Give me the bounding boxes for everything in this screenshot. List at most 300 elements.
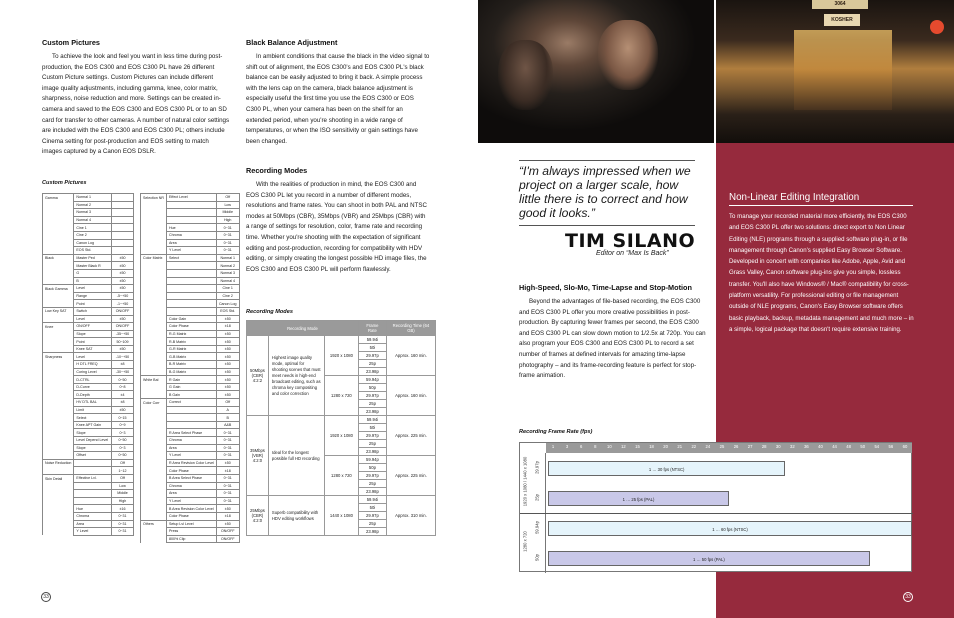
param-value-cell: 0~31 — [112, 528, 134, 536]
x-tick-label: 8 — [594, 444, 597, 449]
param-name-cell: Setup Lvl Level — [166, 520, 216, 528]
param-name-cell — [166, 201, 216, 209]
rec-table-header: Frame Rate — [358, 321, 386, 336]
param-name-cell — [166, 421, 216, 429]
param-name-cell: Chroma — [166, 231, 216, 239]
param-value-cell: 0~31 — [216, 437, 239, 445]
rec-table-row — [247, 336, 436, 344]
black-balance-heading: Black Balance Adjustment — [246, 38, 338, 47]
custom-table-row — [141, 262, 240, 270]
shop-window — [794, 30, 892, 110]
param-group-cell — [43, 383, 74, 391]
x-tick-label: 54 — [874, 444, 880, 449]
param-value-cell: ±50 — [216, 338, 239, 346]
param-group-cell — [141, 224, 167, 232]
rec-desc-cell: Superb compatibility with HDV editing workflows — [268, 496, 324, 536]
param-name-cell — [166, 292, 216, 300]
param-group-cell — [43, 429, 74, 437]
param-name-cell: R Area Revision Color Level — [166, 459, 216, 467]
param-value-cell: 0~31 — [112, 520, 134, 528]
rec-framerate-cell: 50i — [358, 344, 386, 352]
param-value-cell: ±18 — [216, 323, 239, 331]
param-name-cell: H DTL FREQ — [74, 361, 112, 369]
param-name-cell: Offset — [74, 452, 112, 460]
param-name-cell: R-B Matrix — [166, 338, 216, 346]
param-value-cell: 0~3 — [112, 429, 134, 437]
param-group-cell — [141, 209, 167, 217]
param-name-cell: G-R Matrix — [166, 345, 216, 353]
param-group-cell — [43, 497, 74, 505]
param-value-cell: A&B — [216, 421, 239, 429]
rec-framerate-cell: 25p — [358, 400, 386, 408]
param-value-cell: 0~31 — [216, 490, 239, 498]
frame-rate-caption: Recording Frame Rate (fps) — [519, 429, 593, 435]
param-value-cell: -10~+50 — [112, 353, 134, 361]
custom-table-row — [141, 383, 240, 391]
custom-table-row — [43, 277, 134, 285]
param-name-cell — [74, 497, 112, 505]
param-value-cell: ±50 — [216, 353, 239, 361]
param-value-cell: -35~+50 — [112, 330, 134, 338]
param-name-cell: Level — [74, 285, 112, 293]
param-group-cell: Skin Detail — [43, 474, 74, 482]
param-group-cell: Black Gamma — [43, 285, 74, 293]
param-name-cell: Slope — [74, 444, 112, 452]
custom-table-row — [43, 368, 134, 376]
param-value-cell: ON/OFF — [112, 307, 134, 315]
custom-table-row — [141, 345, 240, 353]
custom-table-row — [43, 307, 134, 315]
custom-table-row — [141, 414, 240, 422]
portrait-photo — [478, 0, 714, 143]
param-value-cell: 50~109 — [112, 338, 134, 346]
chart-row-label: 25p — [534, 494, 540, 501]
rec-framerate-cell: 25p — [358, 360, 386, 368]
param-name-cell: Normal 3 — [74, 209, 112, 217]
custom-table-b-wrap — [140, 193, 237, 543]
custom-table-row — [43, 209, 134, 217]
rec-framerate-cell: 59.94i — [358, 416, 386, 424]
custom-table-row — [43, 315, 134, 323]
x-tick-label: 44 — [832, 444, 837, 449]
param-name-cell — [74, 467, 112, 475]
param-value-cell: 0~31 — [216, 239, 239, 247]
param-group-cell — [43, 528, 74, 536]
param-group-cell — [43, 224, 74, 232]
param-group-cell — [141, 429, 167, 437]
custom-table-row — [141, 406, 240, 414]
custom-table-row — [43, 376, 134, 384]
param-group-cell: White Bal — [141, 376, 167, 384]
custom-table-row — [141, 254, 240, 262]
custom-table-row — [141, 307, 240, 315]
param-value-cell: 0~31 — [216, 247, 239, 255]
chart-bar: 1 … 25 fps (PAL) — [548, 491, 729, 506]
param-group-cell — [43, 216, 74, 224]
param-name-cell: G — [74, 269, 112, 277]
param-group-cell — [43, 201, 74, 209]
page-number-right: 33 — [903, 592, 913, 602]
custom-table-row — [43, 262, 134, 270]
rec-time-cell: Approx. 160 min. — [386, 336, 435, 376]
param-name-cell: Point — [74, 300, 112, 308]
param-group-cell — [141, 353, 167, 361]
page-number-left: 33 — [41, 592, 51, 602]
custom-table-row — [43, 231, 134, 239]
custom-table-row — [141, 224, 240, 232]
param-name-cell — [74, 490, 112, 498]
custom-table-a — [42, 193, 134, 536]
param-group-cell: Color Corr — [141, 399, 167, 407]
custom-table-row — [141, 277, 240, 285]
x-tick-label: 32 — [789, 444, 795, 449]
param-group-cell — [141, 437, 167, 445]
custom-table-row — [141, 209, 240, 217]
rec-framerate-cell: 23.98p — [358, 488, 386, 496]
param-group-cell — [141, 528, 167, 536]
param-group-cell — [141, 315, 167, 323]
custom-table-row — [43, 391, 134, 399]
param-value-cell: 0~50 — [112, 376, 134, 384]
param-group-cell — [141, 467, 167, 475]
x-tick-label: 50 — [860, 444, 866, 449]
param-group-cell — [141, 505, 167, 513]
param-value-cell: ±50 — [112, 277, 134, 285]
param-value-cell: Cine 1 — [216, 285, 239, 293]
custom-table-row — [141, 459, 240, 467]
rec-res-cell: 1920 x 1080 — [324, 336, 358, 376]
custom-table-row — [141, 353, 240, 361]
param-group-cell — [43, 490, 74, 498]
param-group-cell — [141, 368, 167, 376]
param-value-cell — [112, 231, 134, 239]
custom-table-row — [141, 231, 240, 239]
param-group-cell — [141, 338, 167, 346]
custom-table-row — [43, 338, 134, 346]
custom-table-row — [43, 361, 134, 369]
param-name-cell: R Gain — [166, 376, 216, 384]
param-group-cell — [43, 444, 74, 452]
param-value-cell — [112, 247, 134, 255]
param-group-cell — [43, 262, 74, 270]
param-value-cell — [112, 209, 134, 217]
param-value-cell: ±50 — [112, 285, 134, 293]
param-name-cell — [166, 406, 216, 414]
param-name-cell: Master Ped — [74, 254, 112, 262]
custom-table-row — [43, 201, 134, 209]
param-value-cell: 0~15 — [112, 414, 134, 422]
custom-table-row — [141, 269, 240, 277]
x-tick-label: 15 — [635, 444, 640, 449]
custom-table-row — [141, 239, 240, 247]
param-name-cell: D-Depth — [74, 391, 112, 399]
param-value-cell: ±50 — [112, 269, 134, 277]
param-name-cell — [166, 277, 216, 285]
param-group-cell — [141, 452, 167, 460]
param-value-cell: 0~31 — [112, 512, 134, 520]
custom-table-row — [43, 247, 134, 255]
x-tick-label: 3 — [565, 444, 569, 449]
nle-heading-wrap — [729, 192, 913, 206]
param-value-cell: Off — [216, 399, 239, 407]
param-name-cell: EOS Std. — [74, 247, 112, 255]
param-group-cell — [43, 292, 74, 300]
param-value-cell: -1~+50 — [112, 300, 134, 308]
rec-framerate-cell: 50p — [358, 464, 386, 472]
param-group-cell — [141, 292, 167, 300]
param-value-cell: ±50 — [112, 254, 134, 262]
custom-table-row — [141, 520, 240, 528]
param-name-cell: B-G Matrix — [166, 368, 216, 376]
custom-table-row — [43, 497, 134, 505]
param-value-cell: ±50 — [216, 345, 239, 353]
x-tick-label: 26 — [733, 444, 739, 449]
custom-table-row — [141, 399, 240, 407]
param-name-cell: R Area Select Phase — [166, 429, 216, 437]
custom-table-a-wrap — [42, 193, 134, 536]
param-name-cell: Y Level — [166, 247, 216, 255]
param-group-cell — [141, 474, 167, 482]
param-name-cell: Level Depend Level — [74, 437, 112, 445]
rec-time-cell: Approx. 310 min. — [386, 496, 435, 536]
custom-table-row — [43, 474, 134, 482]
custom-table-row — [141, 323, 240, 331]
param-value-cell: Cine 2 — [216, 292, 239, 300]
chart-x-axis — [546, 443, 912, 453]
custom-table-row — [43, 323, 134, 331]
x-tick-label: 6 — [580, 444, 583, 449]
custom-table-row — [43, 452, 134, 460]
custom-table-row — [141, 247, 240, 255]
chart-bar: 1 … 30 fps (NTSC) — [548, 461, 785, 476]
param-value-cell: ±50 — [112, 315, 134, 323]
rec-framerate-cell: 50i — [358, 504, 386, 512]
custom-table-row — [43, 399, 134, 407]
chart-bar: 1 … 60 fps (NTSC) — [548, 521, 912, 536]
param-value-cell: ±4 — [112, 391, 134, 399]
param-value-cell — [112, 194, 134, 202]
chart-bar: 1 … 50 fps (PAL) — [548, 551, 870, 566]
param-value-cell: ±50 — [216, 520, 239, 528]
param-name-cell: HV DTL BAL — [74, 399, 112, 407]
param-name-cell: Area — [166, 444, 216, 452]
param-value-cell: 0~31 — [216, 452, 239, 460]
param-value-cell: ON/OFF — [112, 323, 134, 331]
custom-table-row — [43, 421, 134, 429]
param-name-cell: B Gain — [166, 391, 216, 399]
param-group-cell: Black — [43, 254, 74, 262]
param-group-cell — [141, 345, 167, 353]
param-name-cell: Normal 2 — [74, 201, 112, 209]
custom-table-row — [43, 482, 134, 490]
param-value-cell: ±50 — [112, 345, 134, 353]
param-value-cell: ±50 — [216, 459, 239, 467]
custom-table-row — [43, 505, 134, 513]
x-tick-label: 21 — [677, 444, 683, 449]
param-name-cell: Correct — [166, 399, 216, 407]
param-name-cell: ON/OFF — [74, 323, 112, 331]
rec-res-cell: 1440 x 1080 — [324, 496, 358, 536]
rec-table-row — [247, 496, 436, 504]
param-name-cell: Color Phase — [166, 467, 216, 475]
param-value-cell: 0~8 — [112, 383, 134, 391]
custom-table-row — [43, 239, 134, 247]
param-group-cell — [141, 361, 167, 369]
param-value-cell: Canon Log — [216, 300, 239, 308]
rec-res-cell: 1280 x 720 — [324, 456, 358, 496]
param-name-cell: Select — [166, 254, 216, 262]
param-group-cell — [43, 505, 74, 513]
param-name-cell: Chroma — [74, 512, 112, 520]
rec-framerate-cell: 23.98p — [358, 408, 386, 416]
black-balance-section — [246, 38, 430, 147]
param-group-cell — [43, 368, 74, 376]
param-group-cell — [43, 421, 74, 429]
param-group-cell — [141, 414, 167, 422]
custom-table-row — [141, 338, 240, 346]
param-name-cell: Hue — [74, 505, 112, 513]
param-value-cell: ±50 — [216, 315, 239, 323]
param-group-cell — [43, 231, 74, 239]
param-group-cell: Noise Reduction — [43, 459, 74, 467]
param-name-cell: Press — [166, 528, 216, 536]
param-value-cell: High — [112, 497, 134, 505]
custom-table-row — [141, 429, 240, 437]
param-value-cell: ±16 — [112, 505, 134, 513]
param-value-cell: ±50 — [112, 406, 134, 414]
recording-modes-section — [246, 166, 430, 275]
param-name-cell: Y Level — [166, 452, 216, 460]
param-group-cell — [141, 330, 167, 338]
param-group-cell — [141, 535, 167, 543]
param-name-cell: Switch — [74, 307, 112, 315]
param-group-cell — [43, 209, 74, 217]
param-group-cell — [141, 323, 167, 331]
param-value-cell: -5~+50 — [112, 292, 134, 300]
param-name-cell: Hue — [166, 224, 216, 232]
rec-framerate-cell: 25p — [358, 440, 386, 448]
param-group-cell: Low Key SAT — [43, 307, 74, 315]
custom-pictures-body: To achieve the look and feel you want in less time during post-production, the EOS C300 and EOS C300 PL have 26 different Custom Picture settings. Custom Pictures can include different image quality adjustments, including gamma, knee, color matrix, sharpness, noise reduction and more. Settings can be created in-camera and saved to the EOS C300 and EOS C300 PL or to an SD card for transfer to other cameras. A number of natural color settings are included with the EOS C300 and EOS C300 PL; others include Cinema setting for post-production and EOS setting to match images captured by a Canon EOS DSLR. — [42, 53, 230, 156]
param-value-cell: ±18 — [216, 467, 239, 475]
param-name-cell: Point — [74, 338, 112, 346]
custom-table-row — [141, 512, 240, 520]
param-name-cell: Color Phase — [166, 323, 216, 331]
param-group-cell — [43, 269, 74, 277]
high-speed-body: Beyond the advantages of file-based recording, the EOS C300 and EOS C300 PL offer you more creative possibilities in post-production. By capturing fewer frames per second, the EOS C300 and EOS C300 PL can slow down motion to 1/2.5x at 720p. You can also program your EOS C300 and EOS C300 PL to record a set number of frames at defined intervals for amazing time-lapse photography – and its frame-recording feature is perfect for stop-frame animation. — [519, 298, 706, 380]
x-tick-label: 22 — [691, 444, 697, 449]
custom-table-row — [141, 292, 240, 300]
custom-table-row — [141, 300, 240, 308]
rec-framerate-cell: 25p — [358, 480, 386, 488]
param-name-cell: G-B Matrix — [166, 353, 216, 361]
param-group-cell — [43, 330, 74, 338]
rec-framerate-cell: 29.97p — [358, 432, 386, 440]
param-value-cell: Off — [216, 194, 239, 202]
param-name-cell — [166, 262, 216, 270]
neon-light — [930, 20, 944, 34]
rec-framerate-cell: 59.94p — [358, 376, 386, 384]
param-name-cell: Coring Level — [74, 368, 112, 376]
param-group-cell — [141, 262, 167, 270]
custom-pictures-heading: Custom Pictures — [42, 38, 100, 47]
custom-table-row — [43, 353, 134, 361]
custom-table-row — [141, 201, 240, 209]
param-value-cell: ON/OFF — [216, 528, 239, 536]
param-value-cell: Normal 2 — [216, 262, 239, 270]
param-value-cell: 0~31 — [216, 482, 239, 490]
recording-modes-heading: Recording Modes — [246, 166, 308, 175]
custom-table-row — [43, 345, 134, 353]
custom-table-row — [141, 330, 240, 338]
param-group-cell — [141, 444, 167, 452]
custom-table-row — [141, 535, 240, 543]
param-value-cell: ±50 — [216, 383, 239, 391]
x-tick-label: 10 — [606, 444, 612, 449]
chart-group-label: 1920 x 1080 / 1440 x 1080 — [522, 456, 528, 507]
param-value-cell: Low — [112, 482, 134, 490]
x-tick-label: 36 — [804, 444, 809, 449]
custom-table-row — [43, 254, 134, 262]
custom-table-row — [141, 361, 240, 369]
portrait-face-2 — [498, 40, 553, 110]
nle-body: To manage your recorded material more efficiently, the EOS C300 and EOS C300 PL offer two solutions: direct export to Non Linear Editing (NLE) programs through a supplied software plug-in, or file management through Canon's supplied Easy Browser Software. Developed in concert with companies like Adobe, Apple, Avid and Grass Valley, Canon software plug-ins give you simple, lossless transfer. You'll also have Windows® / Mac® compatibility for cross-platform versatility. For professional editing or file management outside of NLE programs, Canon's Easy Browser software offers basic playback, backup, metadata management and much more – in a simple, logical package that doesn't require extensive training. — [729, 213, 914, 333]
custom-table-row — [43, 490, 134, 498]
param-name-cell: Y Level — [74, 528, 112, 536]
param-value-cell: ON/OFF — [216, 535, 239, 543]
quote-text: “I'm always impressed when we project on a larger scale, how little there is to correct and how good it looks.” — [519, 164, 691, 220]
custom-table-row — [141, 474, 240, 482]
param-name-cell — [166, 307, 216, 315]
param-name-cell: B — [74, 277, 112, 285]
rec-time-cell: Approx. 225 min. — [386, 456, 435, 496]
high-speed-heading: High-Speed, Slo-Mo, Time-Lapse and Stop-Motion — [519, 283, 692, 292]
param-group-cell — [43, 391, 74, 399]
custom-table-row — [43, 269, 134, 277]
chart-group-divider — [520, 513, 913, 514]
param-name-cell — [166, 300, 216, 308]
param-group-cell — [43, 452, 74, 460]
x-tick-label: 20 — [663, 444, 668, 449]
param-name-cell: Master Black R — [74, 262, 112, 270]
param-group-cell — [141, 277, 167, 285]
custom-table-row — [43, 444, 134, 452]
param-value-cell: EOS Std. — [216, 307, 239, 315]
rec-mode-cell: 50Mbps (CBR) 4:2:2 — [247, 336, 269, 416]
storefront-photo — [716, 0, 954, 143]
param-value-cell: ±50 — [216, 376, 239, 384]
quote-role: Editor on “Max Is Back” — [596, 250, 669, 257]
param-value-cell: Off — [112, 459, 134, 467]
rec-table-header: Recording Time (64 GB) — [386, 321, 435, 336]
custom-table-row — [141, 505, 240, 513]
param-name-cell — [166, 216, 216, 224]
param-value-cell: ±50 — [216, 391, 239, 399]
custom-table-row — [141, 391, 240, 399]
rec-time-cell: Approx. 160 min. — [386, 376, 435, 416]
param-group-cell — [43, 315, 74, 323]
custom-table-row — [43, 520, 134, 528]
param-value-cell: ±8 — [112, 361, 134, 369]
param-group-cell — [43, 467, 74, 475]
param-name-cell: Knee SAT — [74, 345, 112, 353]
custom-table-row — [43, 467, 134, 475]
param-name-cell: Chroma — [166, 482, 216, 490]
rec-framerate-cell: 59.94i — [358, 496, 386, 504]
param-value-cell: 0~31 — [216, 474, 239, 482]
param-name-cell: B Area Select Phase — [166, 474, 216, 482]
custom-table-b — [140, 193, 240, 543]
